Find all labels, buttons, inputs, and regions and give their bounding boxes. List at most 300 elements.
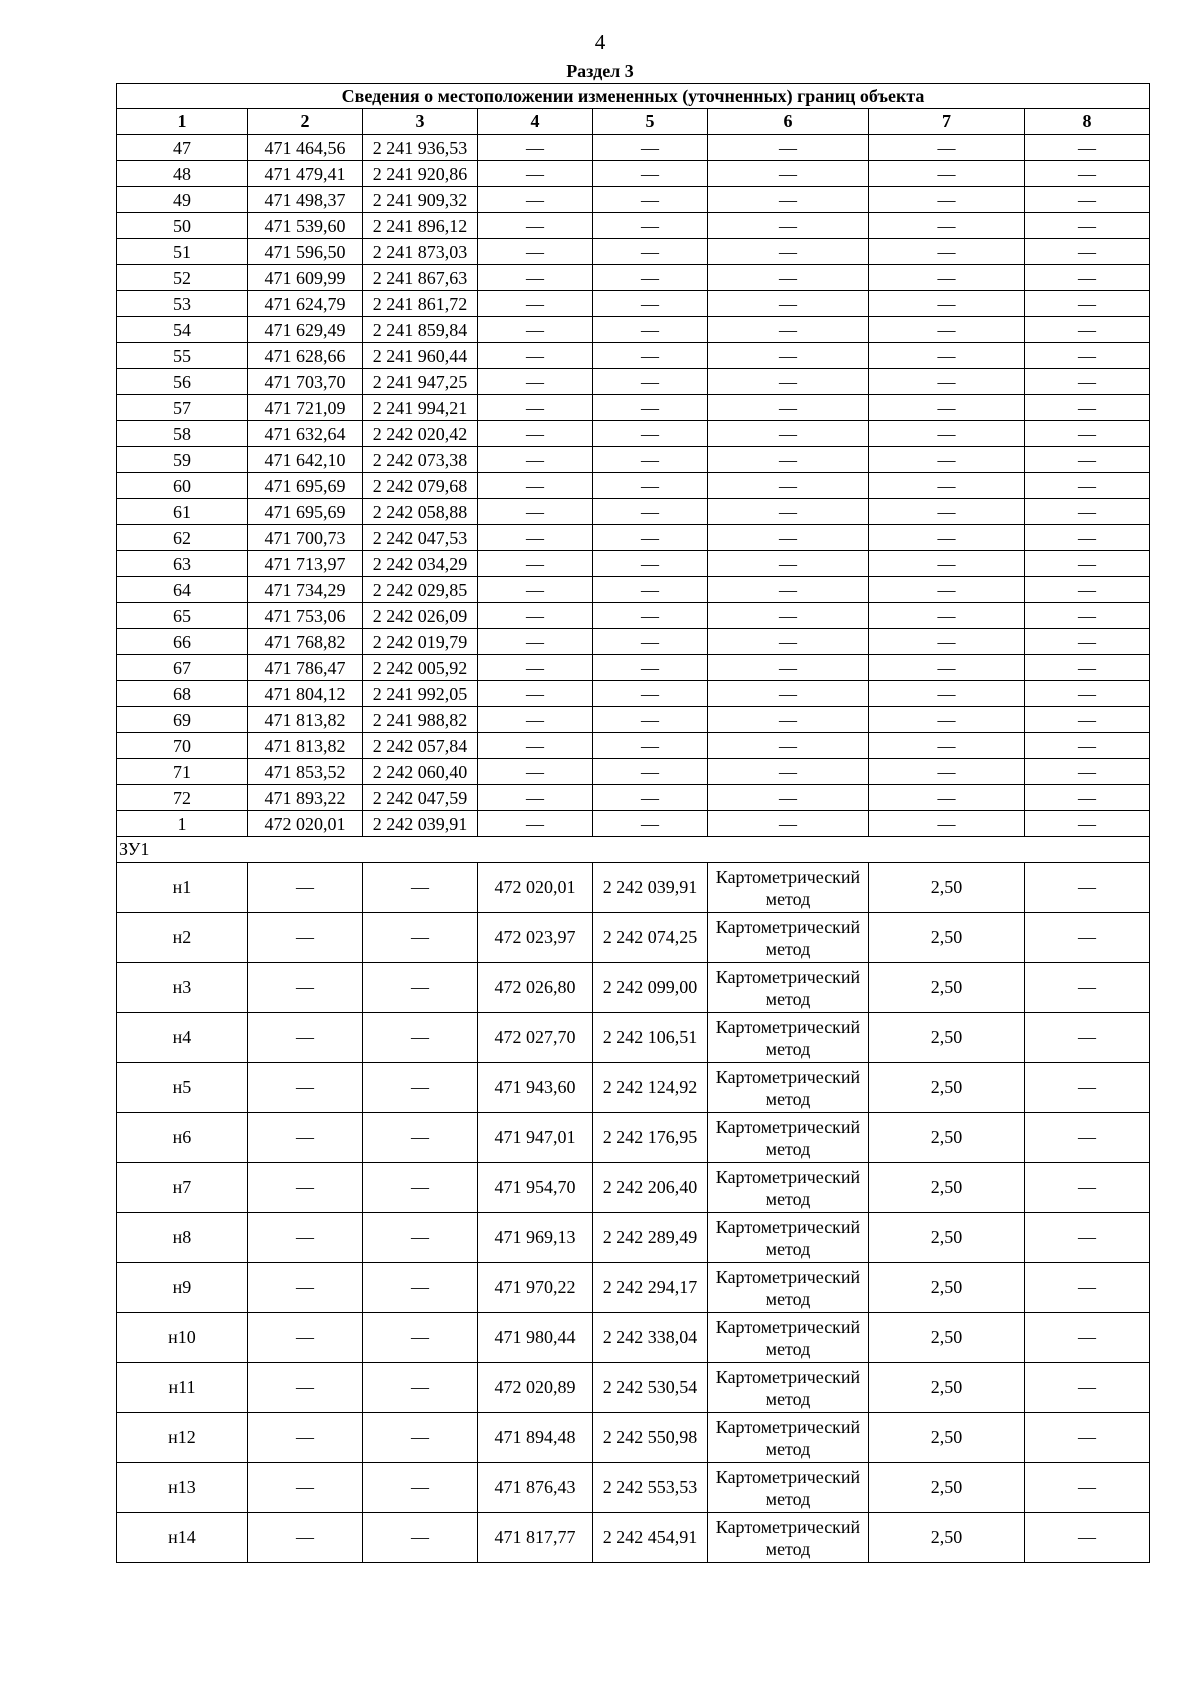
table-row (117, 733, 1150, 759)
empty-dash-cell: — (708, 759, 869, 785)
accuracy-cell: 2,50 (869, 963, 1025, 1013)
x-coordinate-cell: 471 498,37 (248, 187, 363, 213)
accuracy-cell: 2,50 (869, 1513, 1025, 1563)
point-number-cell: 64 (117, 577, 248, 603)
empty-dash-cell: — (1025, 187, 1150, 213)
empty-dash-cell: — (363, 913, 478, 963)
accuracy-cell: 2,50 (869, 1113, 1025, 1163)
point-number-cell: 47 (117, 135, 248, 161)
empty-dash-cell: — (363, 1213, 478, 1263)
empty-dash-cell: — (1025, 863, 1150, 913)
new-y-coordinate-cell: 2 242 553,53 (593, 1463, 708, 1513)
x-coordinate-cell: 471 642,10 (248, 447, 363, 473)
empty-dash-cell: — (869, 369, 1025, 395)
point-number-cell: 50 (117, 213, 248, 239)
y-coordinate-cell: 2 241 920,86 (363, 161, 478, 187)
empty-dash-cell: — (708, 551, 869, 577)
empty-dash-cell: — (869, 239, 1025, 265)
empty-dash-cell: — (1025, 447, 1150, 473)
point-number-cell: 48 (117, 161, 248, 187)
method-cell: Картометрический метод (708, 1313, 869, 1363)
table-row (117, 811, 1150, 837)
empty-dash-cell: — (869, 343, 1025, 369)
group-label: ЗУ1 (117, 837, 1150, 863)
empty-dash-cell: — (1025, 317, 1150, 343)
empty-dash-cell: — (1025, 1513, 1150, 1563)
empty-dash-cell: — (1025, 551, 1150, 577)
empty-dash-cell: — (593, 499, 708, 525)
x-coordinate-cell: 471 703,70 (248, 369, 363, 395)
empty-dash-cell: — (1025, 655, 1150, 681)
point-number-cell: 61 (117, 499, 248, 525)
empty-dash-cell: — (1025, 239, 1150, 265)
x-coordinate-cell: 471 632,64 (248, 421, 363, 447)
point-number-cell: н11 (117, 1363, 248, 1413)
point-number-cell: 72 (117, 785, 248, 811)
empty-dash-cell: — (248, 1363, 363, 1413)
empty-dash-cell: — (478, 681, 593, 707)
empty-dash-cell: — (593, 369, 708, 395)
empty-dash-cell: — (593, 291, 708, 317)
table-row (117, 499, 1150, 525)
empty-dash-cell: — (869, 759, 1025, 785)
empty-dash-cell: — (478, 161, 593, 187)
empty-dash-cell: — (708, 707, 869, 733)
empty-dash-cell: — (593, 343, 708, 369)
point-number-cell: 55 (117, 343, 248, 369)
y-coordinate-cell: 2 242 058,88 (363, 499, 478, 525)
table-row (117, 577, 1150, 603)
empty-dash-cell: — (593, 629, 708, 655)
column-number-row (117, 109, 1150, 135)
empty-dash-cell: — (593, 681, 708, 707)
table-row (117, 1513, 1150, 1563)
empty-dash-cell: — (248, 1413, 363, 1463)
empty-dash-cell: — (1025, 1063, 1150, 1113)
empty-dash-cell: — (1025, 395, 1150, 421)
y-coordinate-cell: 2 241 867,63 (363, 265, 478, 291)
empty-dash-cell: — (478, 239, 593, 265)
point-number-cell: н8 (117, 1213, 248, 1263)
point-number-cell: н3 (117, 963, 248, 1013)
table-row (117, 1213, 1150, 1263)
table-row (117, 291, 1150, 317)
empty-dash-cell: — (248, 863, 363, 913)
empty-dash-cell: — (1025, 499, 1150, 525)
new-y-coordinate-cell: 2 242 124,92 (593, 1063, 708, 1113)
empty-dash-cell: — (363, 1163, 478, 1213)
point-number-cell: 63 (117, 551, 248, 577)
new-x-coordinate-cell: 472 023,97 (478, 913, 593, 963)
empty-dash-cell: — (363, 1513, 478, 1563)
y-coordinate-cell: 2 241 992,05 (363, 681, 478, 707)
table-row (117, 913, 1150, 963)
x-coordinate-cell: 471 464,56 (248, 135, 363, 161)
table-row (117, 473, 1150, 499)
point-number-cell: н5 (117, 1063, 248, 1113)
empty-dash-cell: — (1025, 913, 1150, 963)
group-row (117, 837, 1150, 863)
empty-dash-cell: — (478, 291, 593, 317)
accuracy-cell: 2,50 (869, 1363, 1025, 1413)
point-number-cell: 1 (117, 811, 248, 837)
new-x-coordinate-cell: 472 020,01 (478, 863, 593, 913)
point-number-cell: 52 (117, 265, 248, 291)
table-row (117, 317, 1150, 343)
x-coordinate-cell: 471 695,69 (248, 473, 363, 499)
empty-dash-cell: — (1025, 1263, 1150, 1313)
new-y-coordinate-cell: 2 242 206,40 (593, 1163, 708, 1213)
new-x-coordinate-cell: 471 980,44 (478, 1313, 593, 1363)
empty-dash-cell: — (869, 317, 1025, 343)
table-row (117, 1013, 1150, 1063)
empty-dash-cell: — (478, 525, 593, 551)
point-number-cell: 58 (117, 421, 248, 447)
column-number: 4 (478, 109, 593, 135)
method-cell: Картометрический метод (708, 1463, 869, 1513)
accuracy-cell: 2,50 (869, 913, 1025, 963)
point-number-cell: н7 (117, 1163, 248, 1213)
table-row (117, 1113, 1150, 1163)
empty-dash-cell: — (248, 963, 363, 1013)
x-coordinate-cell: 471 813,82 (248, 733, 363, 759)
x-coordinate-cell: 471 734,29 (248, 577, 363, 603)
empty-dash-cell: — (1025, 1163, 1150, 1213)
empty-dash-cell: — (478, 135, 593, 161)
point-number-cell: н9 (117, 1263, 248, 1313)
empty-dash-cell: — (1025, 473, 1150, 499)
y-coordinate-cell: 2 241 873,03 (363, 239, 478, 265)
empty-dash-cell: — (869, 577, 1025, 603)
new-x-coordinate-cell: 471 943,60 (478, 1063, 593, 1113)
y-coordinate-cell: 2 241 909,32 (363, 187, 478, 213)
table-row (117, 785, 1150, 811)
method-cell: Картометрический метод (708, 1063, 869, 1113)
empty-dash-cell: — (1025, 213, 1150, 239)
empty-dash-cell: — (478, 421, 593, 447)
empty-dash-cell: — (248, 1213, 363, 1263)
table-row (117, 525, 1150, 551)
column-number: 8 (1025, 109, 1150, 135)
empty-dash-cell: — (869, 473, 1025, 499)
x-coordinate-cell: 471 804,12 (248, 681, 363, 707)
accuracy-cell: 2,50 (869, 1263, 1025, 1313)
y-coordinate-cell: 2 241 960,44 (363, 343, 478, 369)
column-number: 5 (593, 109, 708, 135)
empty-dash-cell: — (1025, 343, 1150, 369)
empty-dash-cell: — (869, 603, 1025, 629)
point-number-cell: 71 (117, 759, 248, 785)
point-number-cell: 70 (117, 733, 248, 759)
x-coordinate-cell: 472 020,01 (248, 811, 363, 837)
empty-dash-cell: — (708, 811, 869, 837)
empty-dash-cell: — (593, 265, 708, 291)
table-row (117, 863, 1150, 913)
accuracy-cell: 2,50 (869, 1213, 1025, 1263)
empty-dash-cell: — (593, 759, 708, 785)
new-y-coordinate-cell: 2 242 454,91 (593, 1513, 708, 1563)
empty-dash-cell: — (1025, 135, 1150, 161)
table-row (117, 239, 1150, 265)
empty-dash-cell: — (708, 291, 869, 317)
table-row (117, 447, 1150, 473)
empty-dash-cell: — (363, 863, 478, 913)
x-coordinate-cell: 471 629,49 (248, 317, 363, 343)
point-number-cell: н12 (117, 1413, 248, 1463)
empty-dash-cell: — (1025, 265, 1150, 291)
point-number-cell: 53 (117, 291, 248, 317)
y-coordinate-cell: 2 242 039,91 (363, 811, 478, 837)
empty-dash-cell: — (1025, 1413, 1150, 1463)
y-coordinate-cell: 2 241 936,53 (363, 135, 478, 161)
empty-dash-cell: — (593, 135, 708, 161)
empty-dash-cell: — (248, 1513, 363, 1563)
column-number: 7 (869, 109, 1025, 135)
empty-dash-cell: — (708, 525, 869, 551)
coordinates-table (116, 83, 1150, 1563)
empty-dash-cell: — (869, 187, 1025, 213)
column-number: 3 (363, 109, 478, 135)
table-row (117, 1263, 1150, 1313)
point-number-cell: 69 (117, 707, 248, 733)
point-number-cell: 67 (117, 655, 248, 681)
x-coordinate-cell: 471 813,82 (248, 707, 363, 733)
empty-dash-cell: — (363, 1013, 478, 1063)
y-coordinate-cell: 2 242 079,68 (363, 473, 478, 499)
empty-dash-cell: — (708, 187, 869, 213)
empty-dash-cell: — (869, 551, 1025, 577)
y-coordinate-cell: 2 241 896,12 (363, 213, 478, 239)
empty-dash-cell: — (478, 603, 593, 629)
empty-dash-cell: — (478, 317, 593, 343)
empty-dash-cell: — (363, 1463, 478, 1513)
method-cell: Картометрический метод (708, 1363, 869, 1413)
table-row (117, 681, 1150, 707)
point-number-cell: 57 (117, 395, 248, 421)
new-x-coordinate-cell: 471 817,77 (478, 1513, 593, 1563)
y-coordinate-cell: 2 241 947,25 (363, 369, 478, 395)
x-coordinate-cell: 471 700,73 (248, 525, 363, 551)
new-x-coordinate-cell: 471 894,48 (478, 1413, 593, 1463)
table-row (117, 759, 1150, 785)
table-row (117, 395, 1150, 421)
empty-dash-cell: — (593, 395, 708, 421)
empty-dash-cell: — (869, 265, 1025, 291)
y-coordinate-cell: 2 242 026,09 (363, 603, 478, 629)
table-row (117, 369, 1150, 395)
point-number-cell: 49 (117, 187, 248, 213)
point-number-cell: 59 (117, 447, 248, 473)
empty-dash-cell: — (363, 1063, 478, 1113)
empty-dash-cell: — (869, 681, 1025, 707)
y-coordinate-cell: 2 242 019,79 (363, 629, 478, 655)
method-cell: Картометрический метод (708, 1213, 869, 1263)
empty-dash-cell: — (478, 187, 593, 213)
empty-dash-cell: — (708, 473, 869, 499)
empty-dash-cell: — (593, 785, 708, 811)
empty-dash-cell: — (593, 733, 708, 759)
y-coordinate-cell: 2 242 047,53 (363, 525, 478, 551)
empty-dash-cell: — (1025, 707, 1150, 733)
empty-dash-cell: — (869, 395, 1025, 421)
accuracy-cell: 2,50 (869, 1413, 1025, 1463)
method-cell: Картометрический метод (708, 1413, 869, 1463)
empty-dash-cell: — (478, 811, 593, 837)
new-x-coordinate-cell: 471 947,01 (478, 1113, 593, 1163)
point-number-cell: 66 (117, 629, 248, 655)
empty-dash-cell: — (248, 1263, 363, 1313)
y-coordinate-cell: 2 242 060,40 (363, 759, 478, 785)
x-coordinate-cell: 471 596,50 (248, 239, 363, 265)
table-caption: Сведения о местоположении измененных (уточненных) границ объекта (117, 84, 1150, 109)
table-row (117, 161, 1150, 187)
table-body (117, 84, 1150, 1563)
empty-dash-cell: — (593, 655, 708, 681)
empty-dash-cell: — (363, 1113, 478, 1163)
empty-dash-cell: — (363, 1313, 478, 1363)
table-row (117, 603, 1150, 629)
x-coordinate-cell: 471 721,09 (248, 395, 363, 421)
empty-dash-cell: — (869, 421, 1025, 447)
empty-dash-cell: — (1025, 291, 1150, 317)
empty-dash-cell: — (1025, 369, 1150, 395)
table-row (117, 1463, 1150, 1513)
empty-dash-cell: — (478, 707, 593, 733)
column-number: 1 (117, 109, 248, 135)
x-coordinate-cell: 471 893,22 (248, 785, 363, 811)
y-coordinate-cell: 2 242 029,85 (363, 577, 478, 603)
empty-dash-cell: — (593, 213, 708, 239)
table-row (117, 343, 1150, 369)
new-y-coordinate-cell: 2 242 099,00 (593, 963, 708, 1013)
x-coordinate-cell: 471 853,52 (248, 759, 363, 785)
column-number: 6 (708, 109, 869, 135)
new-x-coordinate-cell: 472 027,70 (478, 1013, 593, 1063)
point-number-cell: 60 (117, 473, 248, 499)
new-y-coordinate-cell: 2 242 176,95 (593, 1113, 708, 1163)
empty-dash-cell: — (708, 785, 869, 811)
table-row (117, 213, 1150, 239)
method-cell: Картометрический метод (708, 1263, 869, 1313)
empty-dash-cell: — (593, 551, 708, 577)
empty-dash-cell: — (478, 785, 593, 811)
accuracy-cell: 2,50 (869, 1013, 1025, 1063)
empty-dash-cell: — (708, 577, 869, 603)
empty-dash-cell: — (1025, 1113, 1150, 1163)
new-y-coordinate-cell: 2 242 074,25 (593, 913, 708, 963)
point-number-cell: н1 (117, 863, 248, 913)
empty-dash-cell: — (1025, 963, 1150, 1013)
new-y-coordinate-cell: 2 242 039,91 (593, 863, 708, 913)
new-x-coordinate-cell: 471 970,22 (478, 1263, 593, 1313)
section-title: Раздел 3 (566, 61, 634, 81)
accuracy-cell: 2,50 (869, 1063, 1025, 1113)
empty-dash-cell: — (478, 733, 593, 759)
empty-dash-cell: — (869, 785, 1025, 811)
empty-dash-cell: — (869, 161, 1025, 187)
empty-dash-cell: — (593, 421, 708, 447)
empty-dash-cell: — (1025, 525, 1150, 551)
column-number: 2 (248, 109, 363, 135)
y-coordinate-cell: 2 242 005,92 (363, 655, 478, 681)
empty-dash-cell: — (1025, 603, 1150, 629)
new-x-coordinate-cell: 471 969,13 (478, 1213, 593, 1263)
y-coordinate-cell: 2 242 020,42 (363, 421, 478, 447)
new-y-coordinate-cell: 2 242 294,17 (593, 1263, 708, 1313)
empty-dash-cell: — (478, 759, 593, 785)
point-number-cell: н13 (117, 1463, 248, 1513)
page-number: 4 (594, 30, 606, 54)
empty-dash-cell: — (1025, 759, 1150, 785)
method-cell: Картометрический метод (708, 963, 869, 1013)
empty-dash-cell: — (593, 577, 708, 603)
table-row (117, 265, 1150, 291)
empty-dash-cell: — (708, 395, 869, 421)
x-coordinate-cell: 471 479,41 (248, 161, 363, 187)
method-cell: Картометрический метод (708, 863, 869, 913)
empty-dash-cell: — (708, 421, 869, 447)
empty-dash-cell: — (708, 135, 869, 161)
empty-dash-cell: — (478, 629, 593, 655)
table-row (117, 135, 1150, 161)
new-x-coordinate-cell: 472 020,89 (478, 1363, 593, 1413)
empty-dash-cell: — (869, 135, 1025, 161)
empty-dash-cell: — (478, 499, 593, 525)
table-row (117, 655, 1150, 681)
empty-dash-cell: — (869, 655, 1025, 681)
point-number-cell: н10 (117, 1313, 248, 1363)
empty-dash-cell: — (708, 213, 869, 239)
empty-dash-cell: — (708, 239, 869, 265)
empty-dash-cell: — (708, 317, 869, 343)
empty-dash-cell: — (248, 913, 363, 963)
empty-dash-cell: — (248, 1113, 363, 1163)
empty-dash-cell: — (478, 577, 593, 603)
x-coordinate-cell: 471 628,66 (248, 343, 363, 369)
table-row (117, 1163, 1150, 1213)
empty-dash-cell: — (248, 1063, 363, 1113)
empty-dash-cell: — (869, 707, 1025, 733)
new-y-coordinate-cell: 2 242 338,04 (593, 1313, 708, 1363)
point-number-cell: 62 (117, 525, 248, 551)
method-cell: Картометрический метод (708, 913, 869, 963)
method-cell: Картометрический метод (708, 1013, 869, 1063)
y-coordinate-cell: 2 241 859,84 (363, 317, 478, 343)
accuracy-cell: 2,50 (869, 1463, 1025, 1513)
empty-dash-cell: — (363, 1263, 478, 1313)
empty-dash-cell: — (593, 707, 708, 733)
new-y-coordinate-cell: 2 242 106,51 (593, 1013, 708, 1063)
empty-dash-cell: — (248, 1163, 363, 1213)
empty-dash-cell: — (593, 473, 708, 499)
point-number-cell: 65 (117, 603, 248, 629)
empty-dash-cell: — (1025, 629, 1150, 655)
empty-dash-cell: — (1025, 1363, 1150, 1413)
empty-dash-cell: — (478, 395, 593, 421)
empty-dash-cell: — (248, 1013, 363, 1063)
empty-dash-cell: — (1025, 577, 1150, 603)
y-coordinate-cell: 2 241 994,21 (363, 395, 478, 421)
empty-dash-cell: — (593, 161, 708, 187)
table-caption-row (117, 84, 1150, 109)
table-row (117, 707, 1150, 733)
empty-dash-cell: — (1025, 681, 1150, 707)
empty-dash-cell: — (708, 603, 869, 629)
method-cell: Картометрический метод (708, 1113, 869, 1163)
empty-dash-cell: — (1025, 1213, 1150, 1263)
empty-dash-cell: — (363, 1413, 478, 1463)
x-coordinate-cell: 471 624,79 (248, 291, 363, 317)
